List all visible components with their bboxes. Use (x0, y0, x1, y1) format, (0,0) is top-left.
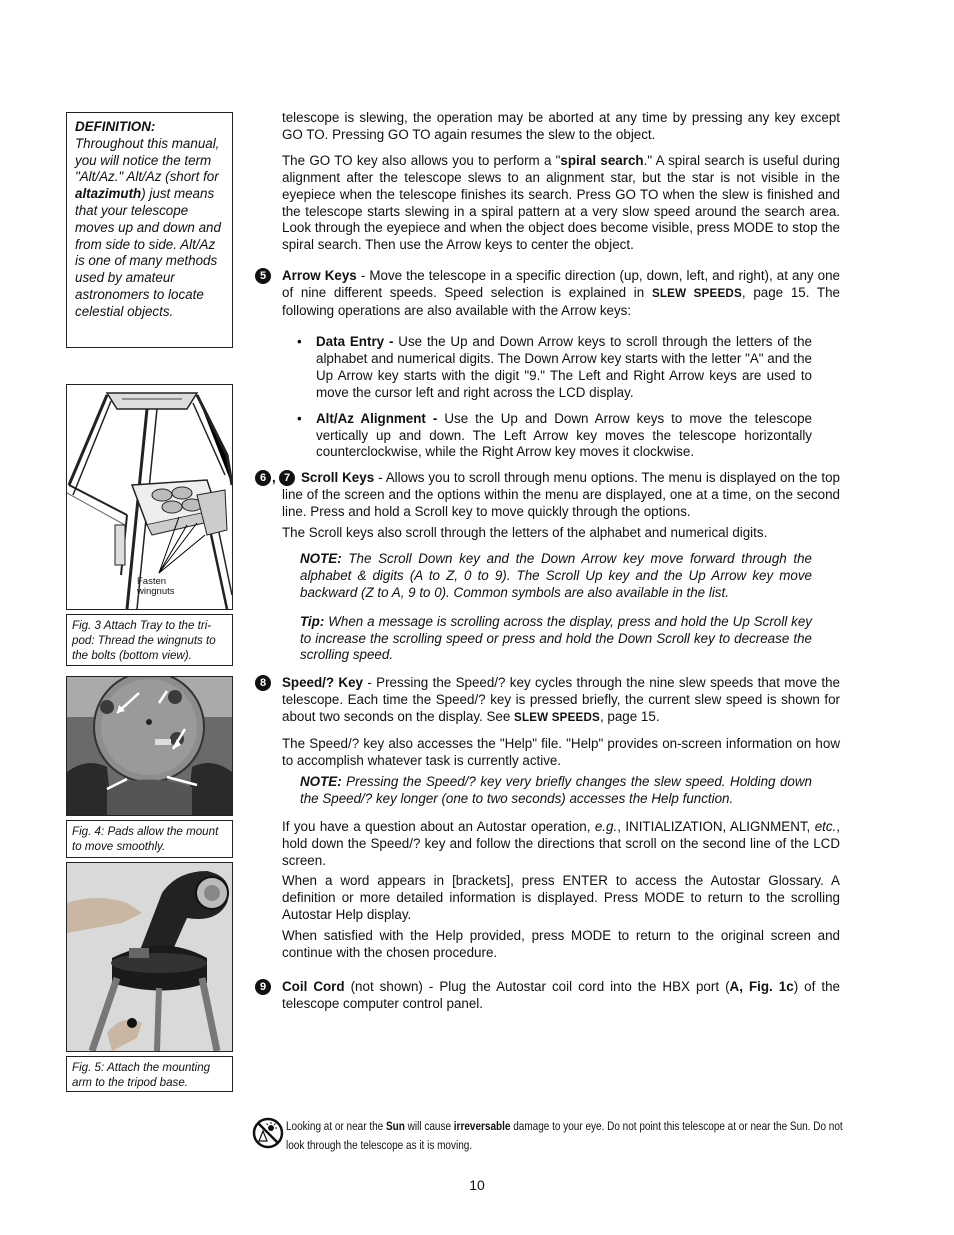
figure-5-mounting-arm (66, 862, 233, 1052)
arrow-keys-title: Arrow Keys (282, 268, 357, 284)
speed-key-paragraph-2: The Speed/? key also accesses the "Help" file. "Help" provides on-screen information on how to accomplish whatever task is currently active. (282, 736, 840, 768)
coil-cord-title: Coil Cord (282, 978, 345, 994)
scroll-keys-tip: Tip: When a message is scrolling across the display, press and hold the Up Scroll key to increase the scrolling speed or press and hold the Down Scroll key to decrease the scrolling speed. (300, 613, 812, 663)
figure-4-mount-pads (66, 676, 233, 816)
figure-3-caption: Fig. 3 Attach Tray to the tri-pod: Thread the wingnuts to the bolts (bottom view). (66, 614, 233, 666)
no-sun-warning-icon (252, 1117, 284, 1149)
scroll-keys-title: Scroll Keys (301, 470, 375, 486)
speed-key-note: NOTE: Pressing the Speed/? key very briefly changes the slew speed. Holding down the Speed/? key longer (one to two seconds) accesses the Help function. (300, 773, 812, 806)
definition-box (66, 112, 233, 348)
intro-paragraph-1: telescope is slewing, the operation may be aborted at any time by pressing any key except GO TO. Pressing GO TO again resumes the slew to the object. (282, 110, 840, 142)
item-number-9: 9 (255, 979, 271, 995)
coil-cord-paragraph: 9 Coil Cord (not shown) - Plug the Autostar coil cord into the HBX port (A, Fig. 1c) of the telescope computer control panel. (282, 979, 840, 1013)
speed-key-title: Speed/? Key (282, 675, 363, 691)
bullet-alt-az-alignment: • Alt/Az Alignment - Use the Up and Down Arrow keys to move the telescope vertically up and down. The Left Arrow key moves the telescope horizontally counterclockwise, while the Right Arrow key moves it clockwise. (297, 410, 812, 460)
scroll-keys-paragraph-2: The Scroll keys also scroll through the letters of the alphabet and numerical digits. (282, 525, 768, 541)
sun-warning-text: Looking at or near the Sun will cause irreversable damage to your eye. Do not point this telescope at or near the Sun. Do not look through the telescope as it is moving. (286, 1119, 843, 1152)
speed-key-paragraph-3: If you have a question about an Autostar operation, e.g., INITIALIZATION, ALIGNMENT, etc., hold down the Speed/? key and follow the directions that scroll on the second line of the LCD screen. (282, 818, 841, 868)
sun-warning (252, 1117, 843, 1157)
definition-text: Throughout this manual, you will notice the term "Alt/Az." Alt/Az (short for altazimuth) just means that your telescope moves up and down and from side to side. Alt/Az is one of many methods used by amateur astronomers to locate celestial objects. (75, 135, 221, 319)
scroll-keys-paragraph: 6 , 7 Scroll Keys - Allows you to scroll through menu options. The menu is displayed on the top line of the screen and the options within the menu are displayed, one at a time, on the second line. Press and hold a Scroll key to move quickly through the options. (282, 470, 840, 521)
figure-3-tripod-tray (66, 384, 233, 610)
page-number: 10 (469, 1177, 485, 1193)
figure-4-caption: Fig. 4: Pads allow the mount to move smoothly. (66, 820, 233, 858)
speed-key-paragraph-4: When a word appears in [brackets], press ENTER to access the Autostar Glossary. A definition or more detailed information is displayed. Press MODE to return to the scrolling Autostar Help display. (282, 873, 840, 923)
main-text-column (259, 110, 841, 1022)
item-number-8: 8 (255, 675, 271, 691)
scroll-keys-note: NOTE: The Scroll Down key and the Down Arrow key move forward through the alphabet & digits (A to Z, 0 to 9). The Scroll Up key and the Up Arrow key move backward (Z to A, 9 to 0). Common symbols are also available in the list. (300, 550, 812, 600)
fasten-wingnuts-label: Fasten wingnuts (137, 576, 175, 597)
definition-heading: DEFINITION: (75, 119, 156, 134)
figure-5-caption: Fig. 5: Attach the mounting arm to the tripod base. (66, 1056, 233, 1092)
speed-key-paragraph: 8 Speed/? Key - Pressing the Speed/? key cycles through the nine slew speeds that move the telescope. Each time the Speed/? key is pressed briefly, the current slew speed is shown for about two seconds on the display. See SLEW SPEEDS, page 15. (282, 675, 840, 727)
arrow-keys-paragraph: 5 Arrow Keys - Move the telescope in a specific direction (up, down, left, and right), at any one of nine different speeds. Speed selection is explained in SLEW SPEEDS, page 15. The following operations are also available with the Arrow keys: (282, 268, 840, 320)
bullet-data-entry: • Data Entry - Use the Up and Down Arrow keys to scroll through the letters of the alphabet and numerical digits. The Down Arrow key starts with the letter "A" and the Up Arrow key starts with the digit "9." The Left and Right Arrow keys are used to move the cursor left and right across the LCD display. (297, 333, 812, 400)
intro-paragraph-2: The GO TO key also allows you to perform a "spiral search." A spiral search is useful during alignment after the telescope slews to an alignment star, but the star is not visible in the eyepiece when the telescope finishes its search. Press GO TO when the slew is finished and the telescope starts slewing in a spiral pattern at a very slow speed around the search area. Look through the eyepiece and when the object does become visible, press MODE to stop the spiral search. Then use the Arrow keys to center the object. (282, 152, 840, 253)
item-number-5: 5 (255, 268, 271, 284)
speed-key-paragraph-5: When satisfied with the Help provided, press MODE to return to the original screen and continue with the chosen procedure. (282, 928, 840, 961)
